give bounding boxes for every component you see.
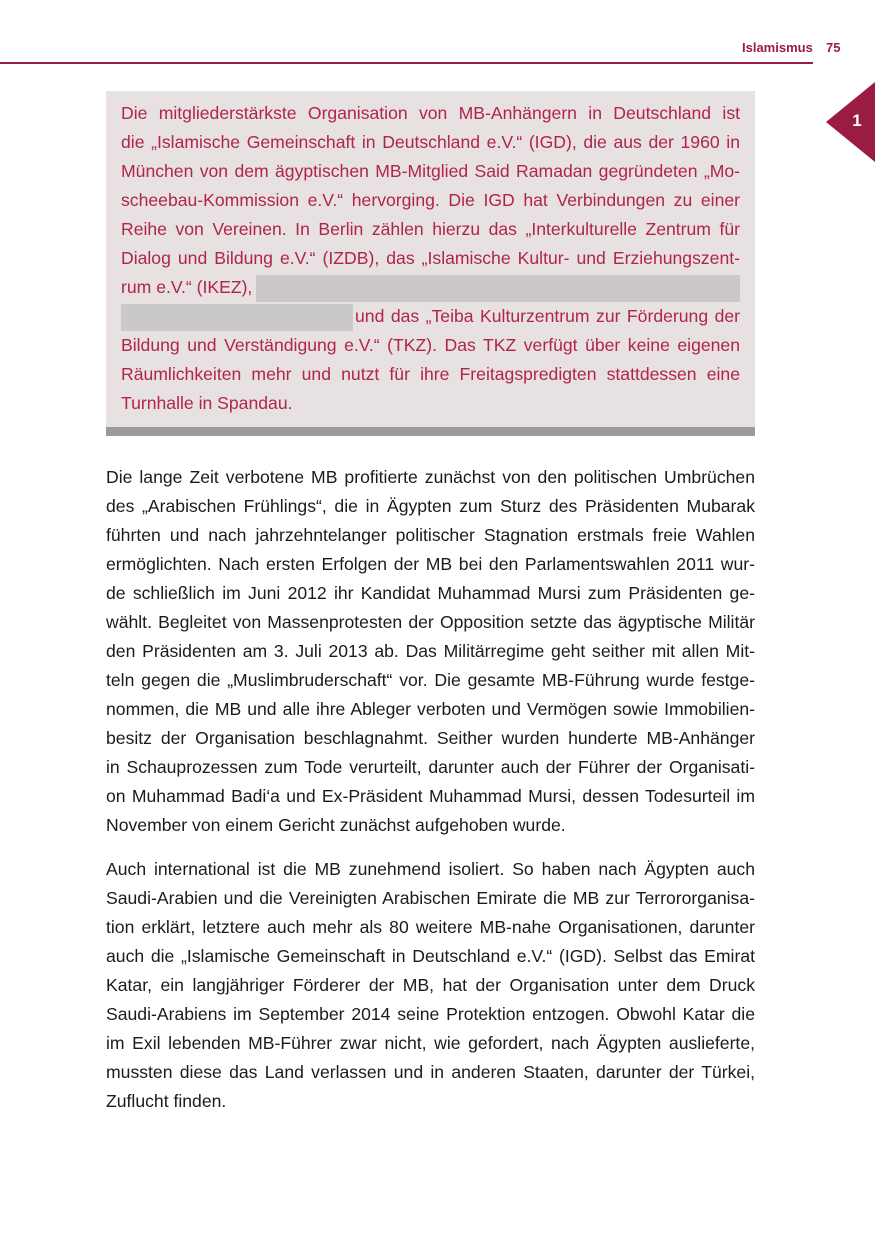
paragraph-line: den Präsidenten am 3. Juli 2013 ab. Das Militärregime geht seither mit allen Mit- — [106, 641, 755, 661]
paragraph-line: Katar, ein langjähriger Förderer der MB, hat der Organisation unter dem Druck — [106, 975, 755, 995]
page-number: 75 — [826, 40, 841, 55]
paragraph-line: in Schauprozessen zum Tode verurteilt, darunter auch der Führer der Organisati- — [106, 757, 755, 777]
paragraph-line: besitz der Organisation beschlagnahmt. Seither wurden hunderte MB-Anhänger — [106, 728, 755, 748]
paragraph-line: November von einem Gericht zunächst aufgehoben wurde. — [106, 815, 566, 835]
box-line: und das „Teiba Kulturzentrum zur Förderung der — [355, 306, 740, 326]
paragraph-line: Saudi-Arabiens im September 2014 seine Protektion entzogen. Obwohl Katar die — [106, 1004, 755, 1024]
paragraph-line: im Exil lebenden MB-Führer zwar nicht, wie gefordert, nach Ägypten auslieferte, — [106, 1033, 755, 1053]
paragraph-line: Zuflucht finden. — [106, 1091, 227, 1111]
box-line: Räumlichkeiten mehr und nutzt für ihre Freitagspredigten stattdessen eine — [121, 364, 740, 384]
redaction-block — [256, 275, 740, 302]
paragraph-line: Auch international ist die MB zunehmend isoliert. So haben nach Ägypten auch — [106, 859, 755, 879]
chapter-number: 1 — [852, 111, 862, 130]
paragraph-line: Die lange Zeit verbotene MB profitierte zunächst von den politischen Umbrüchen — [106, 467, 755, 487]
paragraph-line: Saudi-Arabien und die Vereinigten Arabischen Emirate die MB zur Terrororganisa- — [106, 888, 755, 908]
paragraph-line: tion erklärt, letztere auch mehr als 80 weitere MB-nahe Organisationen, darunter — [106, 917, 755, 937]
box-line: rum e.V.“ (IKEZ), — [121, 277, 253, 297]
box-line: Bildung und Verständigung e.V.“ (TKZ). Das TKZ verfügt über keine eigenen — [121, 335, 740, 355]
box-line: scheebau-Kommission e.V.“ hervorging. Die IGD hat Verbindungen zu einer — [121, 190, 740, 210]
paragraph-line: mussten diese das Land verlassen und in anderen Staaten, darunter der Türkei, — [106, 1062, 755, 1082]
redaction-block — [121, 304, 353, 331]
paragraph-line: on Muhammad Badi‘a und Ex-Präsident Muhammad Mursi, dessen Todesurteil im — [106, 786, 755, 806]
paragraph-line: wählt. Begleitet von Massenprotesten der Opposition setzte das ägyptische Militär — [106, 612, 755, 632]
box-line: Reihe von Vereinen. In Berlin zählen hierzu das „Interkulturelle Zentrum für — [121, 219, 740, 239]
paragraph-line: teln gegen die „Muslimbruderschaft“ vor. Die gesamte MB-Führung wurde festge- — [106, 670, 755, 690]
section-title: Islamismus — [742, 40, 813, 55]
paragraph-line: de schließlich im Juni 2012 ihr Kandidat Muhammad Mursi zum Präsidenten ge- — [106, 583, 755, 603]
box-line: Die mitgliederstärkste Organisation von MB-Anhängern in Deutschland ist — [121, 103, 740, 123]
box-line: die „Islamische Gemeinschaft in Deutschland e.V.“ (IGD), die aus der 1960 in — [121, 132, 740, 152]
box-line: Turnhalle in Spandau. — [121, 393, 293, 413]
header-rule — [0, 62, 813, 64]
paragraph-line: ermöglichten. Nach ersten Erfolgen der MB bei den Parlamentswahlen 2011 wur- — [106, 554, 755, 574]
paragraph-line: führten und nach jahrzehntelanger politischer Stagnation erstmals freie Wahlen — [106, 525, 755, 545]
box-line: Dialog und Bildung e.V.“ (IZDB), das „Islamische Kultur- und Erziehungszent- — [121, 248, 740, 268]
paragraph-line: auch die „Islamische Gemeinschaft in Deutschland e.V.“ (IGD). Selbst das Emirat — [106, 946, 755, 966]
paragraph-line: des „Arabischen Frühlings“, die in Ägypten zum Sturz des Präsidenten Mubarak — [106, 496, 755, 516]
box-line: München von dem ägyptischen MB-Mitglied Said Ramadan gegründeten „Mo- — [121, 161, 740, 181]
paragraph-line: nommen, die MB und alle ihre Ableger verboten und Vermögen sowie Immobilien- — [106, 699, 755, 719]
